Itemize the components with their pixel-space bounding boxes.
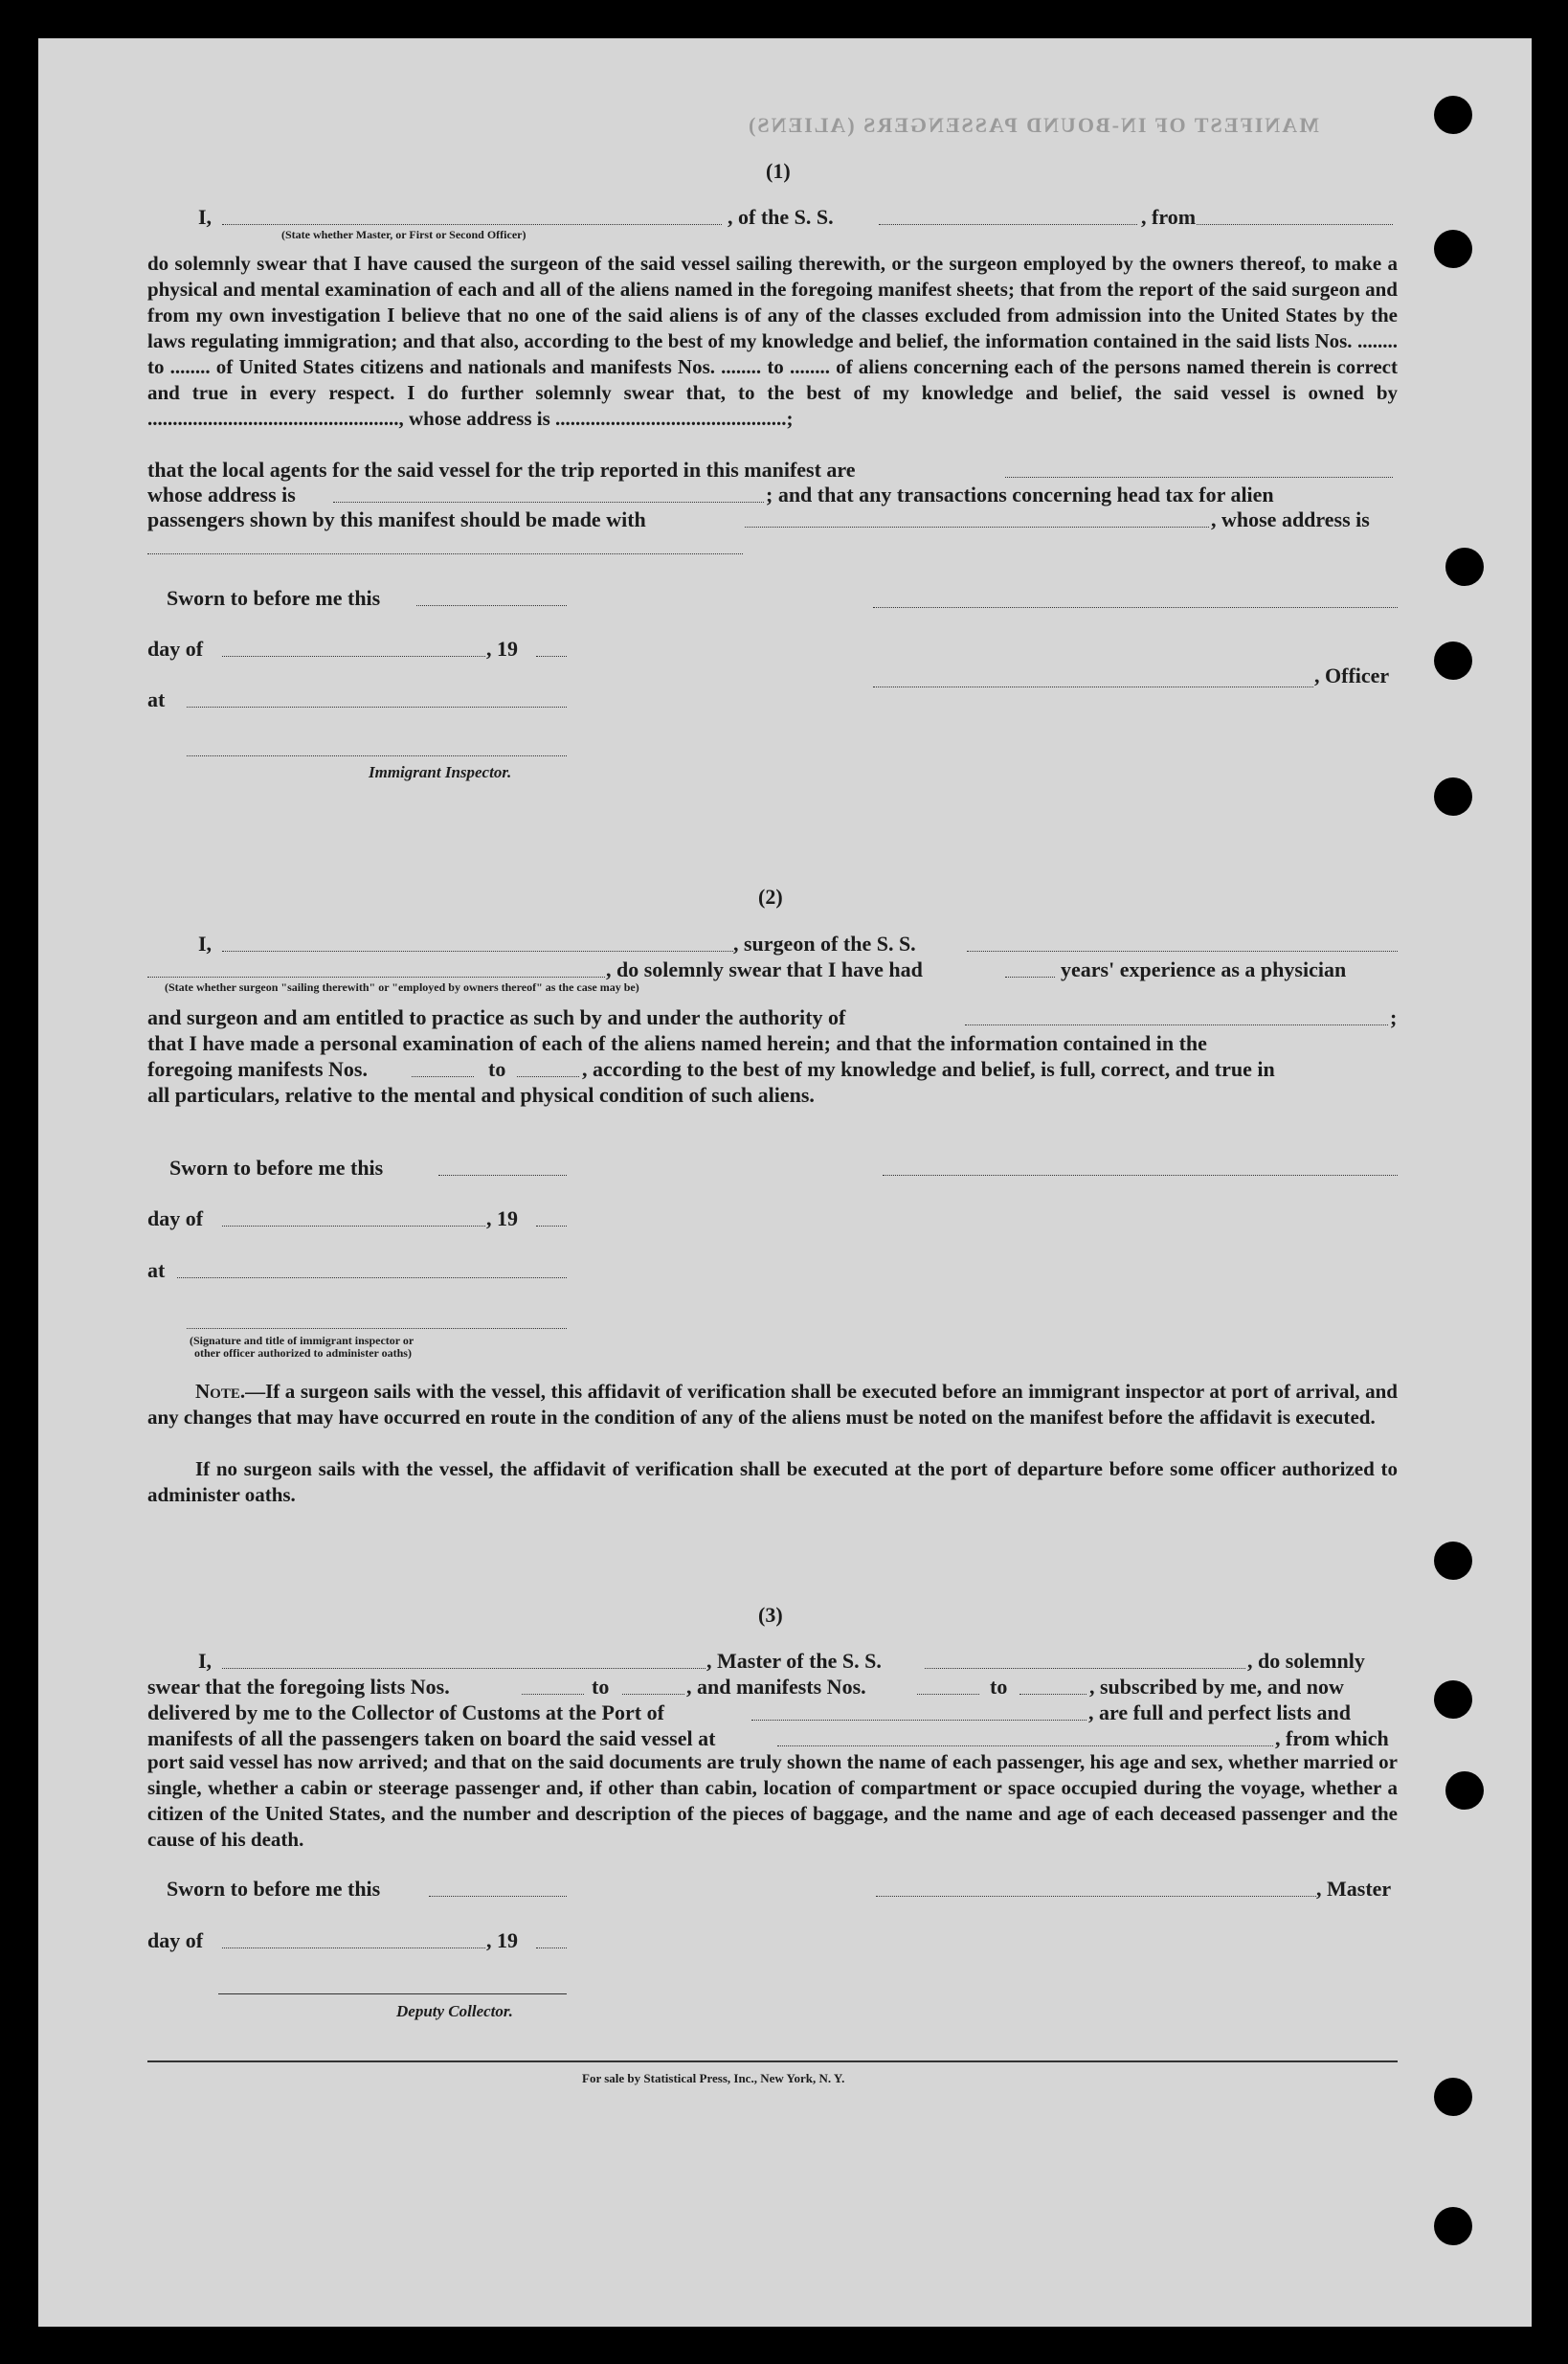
place-field-2[interactable]	[177, 1277, 567, 1278]
authority-field[interactable]	[965, 1024, 1388, 1025]
all-particulars-text: all particulars, relative to the mental and physical condition of such aliens.	[147, 1083, 815, 1107]
personal-exam-text: that I have made a personal examination of each of the aliens named herein; and that the information contained in the	[147, 1031, 1207, 1055]
manifests-all-label: manifests of all the passengers taken on board the said vessel at	[147, 1726, 716, 1750]
surgeon-name-field[interactable]	[222, 951, 733, 952]
year-field-3[interactable]	[536, 1947, 567, 1948]
manifests-label: , and manifests Nos.	[686, 1675, 866, 1699]
officer-caption: (State whether Master, or First or Second Officer)	[281, 228, 526, 241]
year-label: , 19	[486, 1206, 518, 1230]
years-label: years' experience as a physician	[1061, 957, 1347, 981]
section-number: (1)	[766, 159, 791, 183]
month-field-2[interactable]	[222, 1226, 485, 1227]
oath-text: do solemnly swear that I have caused the surgeon of the said vessel sailing therewith, or the surgeon employed by the owners thereof, to make a physical and mental examination of each and all of the aliens named in the foregoing manifest sheets; that from the report of the said surgeon and from my own investigation I believe that no one of the said aliens is of any of the classes excluded from admission into the United States by the laws regulating immigration; and that also, according to the best of my knowledge and belief, the information contained in the said lists Nos. ........ to ........ of United States citizens and nationals and manifests Nos. ........ to ........ of aliens concerning each of the persons named therein is correct and true in every respect. I do further solemnly swear that, to the best of my knowledge and belief, the said vessel is owned by .................................................., whose address is ..............................................;	[147, 252, 1398, 430]
agents-label: that the local agents for the said vessel for the trip reported in this manifest are	[147, 458, 856, 482]
surgeon-signature-line[interactable]	[883, 1175, 1398, 1176]
sworn-label: Sworn to before me this	[167, 586, 381, 610]
sworn-date-field-3[interactable]	[429, 1896, 567, 1897]
binder-hole	[1434, 642, 1472, 680]
swear-label: , do solemnly swear that I have had	[606, 957, 923, 981]
section-number: (3)	[758, 1603, 783, 1627]
manifests-to-field[interactable]	[1019, 1694, 1086, 1695]
deputy-signature-line[interactable]	[218, 1993, 567, 1994]
perfect-lists-label: , are full and perfect lists and	[1088, 1700, 1351, 1724]
semicolon: ;	[1390, 1005, 1398, 1029]
year-field[interactable]	[536, 656, 567, 657]
month-field-3[interactable]	[222, 1947, 485, 1948]
manifest-from-field[interactable]	[412, 1076, 474, 1077]
from-which-label: , from which	[1275, 1726, 1389, 1750]
label-i: I,	[198, 1649, 213, 1673]
binder-hole	[1445, 548, 1484, 586]
master-name-field[interactable]	[222, 1668, 706, 1669]
head-tax-address-field[interactable]	[147, 553, 743, 554]
day-of-label: day of	[147, 1928, 204, 1952]
sworn-label: Sworn to before me this	[167, 1877, 381, 1901]
binder-hole	[1434, 2078, 1472, 2116]
binder-hole	[1434, 230, 1472, 268]
at-label: at	[147, 687, 166, 711]
note-text-2: If no surgeon sails with the vessel, the affidavit of verification shall be executed at the port of departure before some officer authorized to administer oaths.	[147, 1457, 1398, 1506]
officer-label: , Officer	[1314, 664, 1390, 687]
lists-label: swear that the foregoing lists Nos.	[147, 1675, 450, 1699]
deputy-caption: Deputy Collector.	[396, 2002, 513, 2020]
to-label: to	[990, 1675, 1008, 1699]
note-label: Note.	[195, 1380, 246, 1403]
footer-rule	[147, 2060, 1398, 2062]
whose-label: whose address is	[147, 483, 296, 507]
binder-hole	[1445, 1771, 1484, 1810]
publisher-footer: For sale by Statistical Press, Inc., New York, N. Y.	[582, 2071, 845, 2085]
sworn-date-field[interactable]	[416, 605, 567, 606]
sworn-label: Sworn to before me this	[169, 1156, 384, 1180]
surgeon-caption: (State whether surgeon "sailing therewith" or "employed by owners thereof" as the case may be)	[165, 980, 639, 994]
master-signature-line[interactable]	[876, 1896, 1316, 1897]
officer-signature-line-1[interactable]	[873, 607, 1398, 608]
month-field[interactable]	[222, 656, 485, 657]
binder-hole	[1434, 2207, 1472, 2245]
to-label: to	[488, 1057, 506, 1081]
day-of-label: day of	[147, 1206, 204, 1230]
inspector-caption: Immigrant Inspector.	[369, 763, 512, 781]
declaration-text: port said vessel has now arrived; and that on the said documents are truly shown the name of each passenger, his age and sex, whether married or single, whether a cabin or steerage passenger and, if other than cabin, location of compartment or space occupied during the voyage, whether a citizen of the United States, and the number and description of the pieces of baggage, and the name and age of each deceased passenger and the cause of his death.	[147, 1750, 1398, 1851]
vessel-name-field-2[interactable]	[967, 951, 1398, 952]
subscribed-label: , subscribed by me, and now	[1089, 1675, 1344, 1699]
boarding-port-field[interactable]	[777, 1745, 1273, 1746]
manifests-from-field[interactable]	[917, 1694, 979, 1695]
officer-name-field[interactable]	[222, 224, 722, 225]
agents-field[interactable]	[1005, 477, 1393, 478]
port-field[interactable]	[751, 1720, 1086, 1721]
surgeon-type-field[interactable]	[147, 977, 605, 978]
inspector-signature-line-2[interactable]	[187, 1328, 567, 1329]
label-i: I,	[198, 205, 213, 229]
head-tax-label: ; and that any transactions concerning head tax for alien	[766, 483, 1274, 507]
binder-hole	[1434, 1680, 1472, 1719]
day-of-label: day of	[147, 637, 204, 661]
authority-label: and surgeon and am entitled to practice as such by and under the authority of	[147, 1005, 846, 1029]
lists-from-field[interactable]	[522, 1694, 584, 1695]
binder-hole	[1434, 1542, 1472, 1580]
signature-caption: (Signature and title of immigrant inspector or	[190, 1334, 414, 1347]
vessel-name-field-3[interactable]	[925, 1668, 1245, 1669]
surgeon-of-label: , surgeon of the S. S.	[733, 932, 916, 956]
at-label: at	[147, 1258, 166, 1282]
place-field[interactable]	[187, 707, 567, 708]
manifests-label-2: , according to the best of my knowledge and belief, is full, correct, and true in	[582, 1057, 1275, 1081]
year-label: , 19	[486, 637, 518, 661]
label-of-ss: , of the S. S.	[728, 205, 834, 229]
years-field[interactable]	[1005, 977, 1055, 978]
year-label: , 19	[486, 1928, 518, 1952]
whose-address-label: , whose address is	[1211, 507, 1370, 531]
inspector-signature-line[interactable]	[187, 755, 567, 756]
master-of-label: , Master of the S. S.	[706, 1649, 882, 1673]
agents-address-field[interactable]	[333, 502, 764, 503]
signature-caption: other officer authorized to administer oaths)	[194, 1346, 412, 1360]
vessel-name-field[interactable]	[879, 224, 1137, 225]
note-text: —If a surgeon sails with the vessel, this affidavit of verification shall be executed before an immigrant inspector at port of arrival, and any changes that may have occurred en route in the condition of any of the aliens must be noted on the manifest before the affidavit is executed.	[147, 1380, 1398, 1429]
label-from: , from	[1141, 205, 1197, 229]
solemnly-label: , do solemnly	[1247, 1649, 1365, 1673]
collector-label: delivered by me to the Collector of Customs at the Port of	[147, 1700, 664, 1724]
to-label: to	[592, 1675, 610, 1699]
binder-hole	[1434, 96, 1472, 134]
label-i: I,	[198, 932, 213, 956]
year-field-2[interactable]	[536, 1226, 567, 1227]
master-label: , Master	[1316, 1877, 1392, 1901]
manifest-to-field[interactable]	[517, 1076, 579, 1077]
section-number: (2)	[758, 885, 783, 909]
sworn-date-field-2[interactable]	[438, 1175, 567, 1176]
bleed-through-text: MANIFEST OF IN-BOUND PASSENGERS (ALIENS)	[747, 113, 1319, 137]
note-paragraph-2	[147, 1456, 1398, 1508]
manifests-label: foregoing manifests Nos.	[147, 1057, 368, 1081]
lists-to-field[interactable]	[622, 1694, 684, 1695]
departure-port-field[interactable]	[1197, 224, 1393, 225]
binder-hole	[1434, 777, 1472, 816]
head-tax-party-field[interactable]	[745, 527, 1209, 528]
passengers-label: passengers shown by this manifest should be made with	[147, 507, 646, 531]
note-paragraph	[147, 1379, 1398, 1430]
